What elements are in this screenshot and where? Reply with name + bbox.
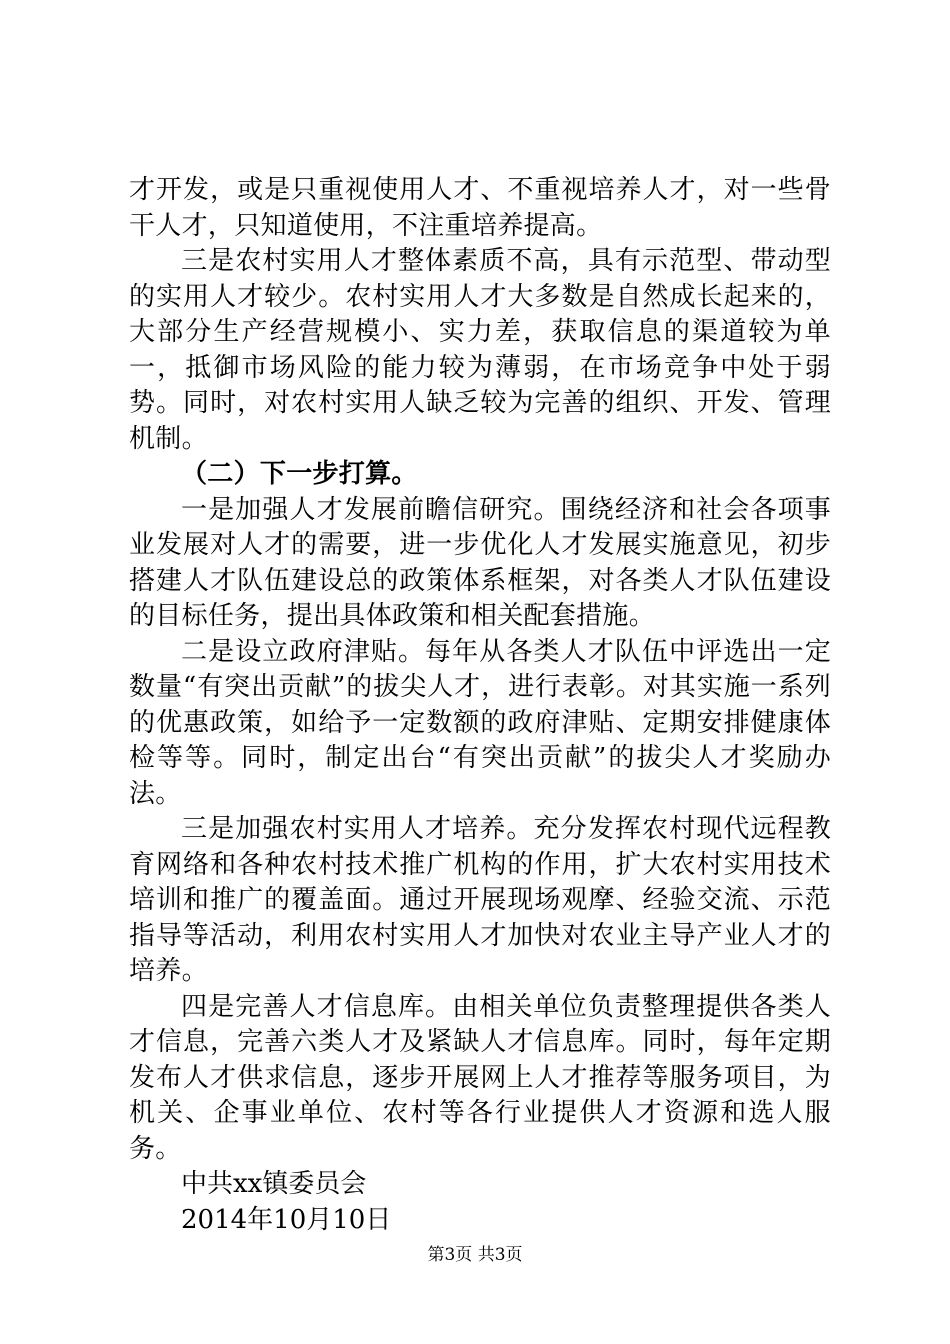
page-footer: 第3页 共3页 [427, 1245, 523, 1265]
signature-organization: 中共xx镇委员会 [181, 1169, 367, 1199]
paragraph-point-three: 三是农村实用人才整体素质不高，具有示范型、带动型的实用人才较少。农村实用人才大多数是自然成长起来的，大部分生产经营规模小、实力差，获取信息的渠道较为单一，抵御市场风险的能力较为薄弱，在市场竞争中处于弱势。同时，对农村实用人缺乏较为完善的组织、开发、管理机制。 [129, 246, 831, 454]
document-body [129, 173, 831, 1238]
paragraph-plan-three: 三是加强农村实用人才培养。充分发挥农村现代远程教育网络和各种农村技术推广机构的作用，扩大农村实用技术培训和推广的覆盖面。通过开展现场观摩、经验交流、示范指导等活动，利用农村实用人才加快对农业主导产业人才的培养。 [129, 814, 831, 986]
section-heading-next-steps: （二）下一步打算。 [181, 459, 418, 489]
paragraph-continuation: 才开发，或是只重视使用人才、不重视培养人才，对一些骨干人才，只知道使用，不注重培养提高。 [129, 175, 831, 241]
signature-date: 2014年10月10日 [181, 1204, 392, 1235]
paragraph-plan-four: 四是完善人才信息库。由相关单位负责整理提供各类人才信息，完善六类人才及紧缺人才信息库。同时，每年定期发布人才供求信息，逐步开展网上人才推荐等服务项目，为机关、企事业单位、农村等各行业提供人才资源和选人服务。 [129, 991, 831, 1164]
paragraph-plan-one: 一是加强人才发展前瞻信研究。围绕经济和社会各项事业发展对人才的需要，进一步优化人才发展实施意见，初步搭建人才队伍建设总的政策体系框架，对各类人才队伍建设的目标任务，提出具体政策和相关配套措施。 [129, 494, 831, 631]
paragraph-plan-two: 二是设立政府津贴。每年从各类人才队伍中评选出一定数量“有突出贡献”的拔尖人才，进行表彰。对其实施一系列的优惠政策，如给予一定数额的政府津贴、定期安排健康体检等等。同时，制定出台“有突出贡献”的拔尖人才奖励办法。 [129, 636, 831, 809]
